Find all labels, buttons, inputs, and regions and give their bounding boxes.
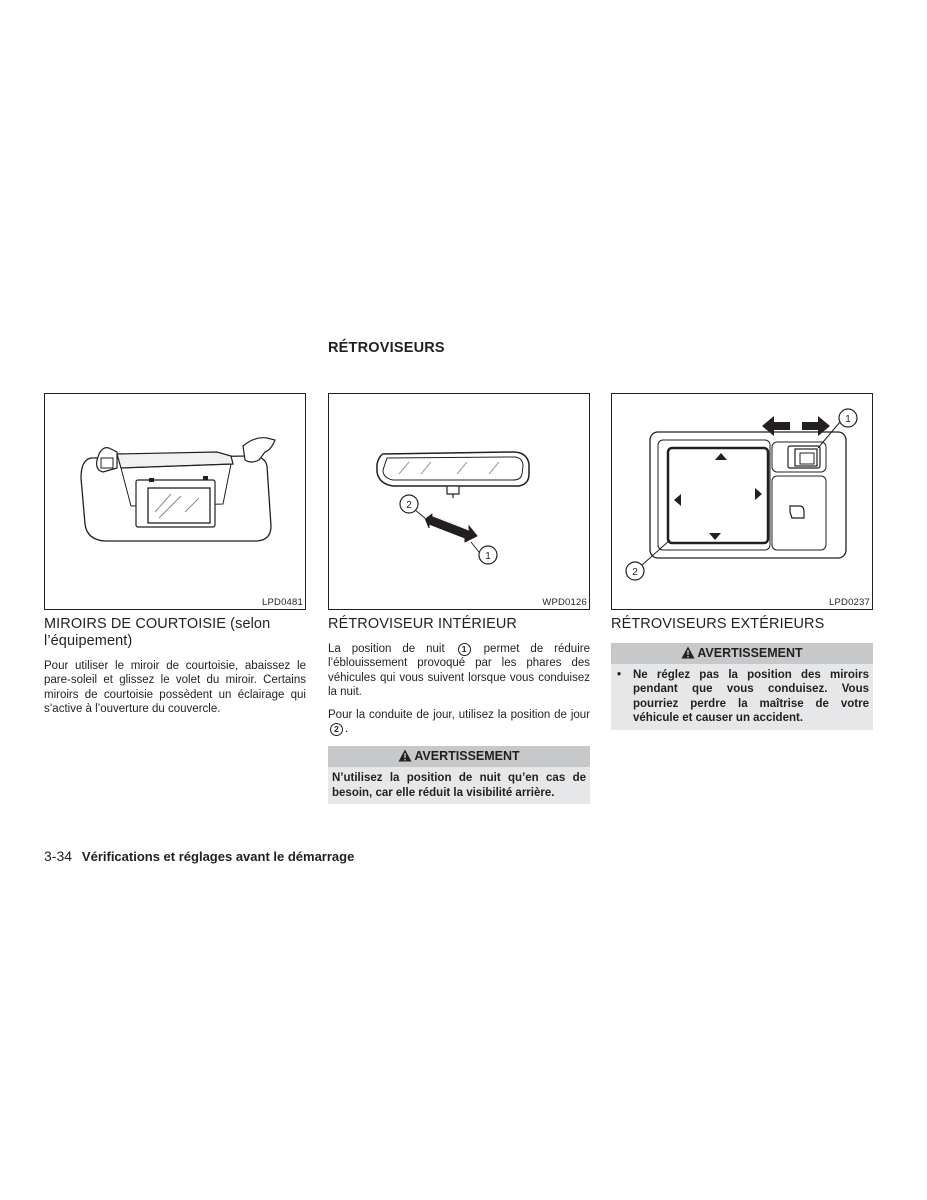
paragraph-day-position xyxy=(328,708,590,737)
warning-box xyxy=(611,643,873,730)
text: . xyxy=(345,723,349,736)
warning-text: Ne réglez pas la position des miroirs pendant que vous conduisez. Vous pourriez perdre la maîtrise de votre véhicule et causer un accident. xyxy=(633,669,869,725)
warning-header xyxy=(611,643,873,664)
section-title: RÉTROVISEURS xyxy=(328,340,445,356)
text: La position de nuit xyxy=(328,643,445,655)
column-inside-mirror xyxy=(328,393,590,804)
callout-2: 2 xyxy=(632,567,638,578)
callout-1: 1 xyxy=(845,414,851,425)
callout-1: 1 xyxy=(485,551,491,562)
paragraph-vanity-mirror: Pour utiliser le miroir de courtoisie, abaissez le pare-soleil et glissez le volet du miroir. Certains miroirs de courtoisie possèdent un éclairage qui s’active à l’ouverture du couvercle. xyxy=(44,660,306,716)
page-footer xyxy=(44,848,354,864)
warning-triangle-icon xyxy=(681,646,695,659)
figure-code: WPD0126 xyxy=(542,597,587,608)
chapter-title: Vérifications et réglages avant le démarrage xyxy=(81,849,355,864)
callout-ref-1: 1 xyxy=(458,643,471,656)
paragraph-night-position xyxy=(328,642,590,700)
sun-visor-illustration xyxy=(45,394,305,609)
heading-outside-mirrors: RÉTROVISEURS EXTÉRIEURS xyxy=(611,616,825,632)
callout-ref-2: 2 xyxy=(330,723,343,736)
figure-outside-mirror-switch xyxy=(611,393,873,610)
warning-text: N’utilisez la position de nuit qu’en cas de besoin, car elle réduit la visibilité arrière. xyxy=(328,767,590,804)
bullet: • xyxy=(617,669,622,681)
warning-header xyxy=(328,746,590,767)
warning-title: AVERTISSEMENT xyxy=(697,646,803,660)
warning-triangle-icon xyxy=(398,749,412,762)
heading-inside-mirror: RÉTROVISEUR INTÉRIEUR xyxy=(328,616,518,632)
text: Pour la conduite de jour, utilisez la position de jour xyxy=(328,708,590,721)
mirror-switch-illustration xyxy=(612,394,872,609)
inside-mirror-illustration xyxy=(329,394,589,609)
heading-vanity-mirror: MIROIRS DE COURTOISIE (selon l’équipement) xyxy=(44,616,271,649)
warning-list-item xyxy=(611,664,873,730)
page-number: 3-34 xyxy=(44,848,73,864)
warning-title: AVERTISSEMENT xyxy=(414,749,520,764)
text: permet de réduire l’éblouissement provoqué par les phares des véhicules qui vous suivent lorsque vous conduisez la nuit. xyxy=(328,643,590,699)
column-outside-mirrors xyxy=(611,393,873,730)
figure-sun-visor xyxy=(44,393,306,610)
callout-2: 2 xyxy=(406,500,412,511)
figure-code: LPD0237 xyxy=(828,597,870,608)
column-vanity-mirror xyxy=(44,393,306,717)
figure-code: LPD0481 xyxy=(261,597,303,608)
warning-box xyxy=(328,746,590,804)
figure-inside-mirror xyxy=(328,393,590,610)
